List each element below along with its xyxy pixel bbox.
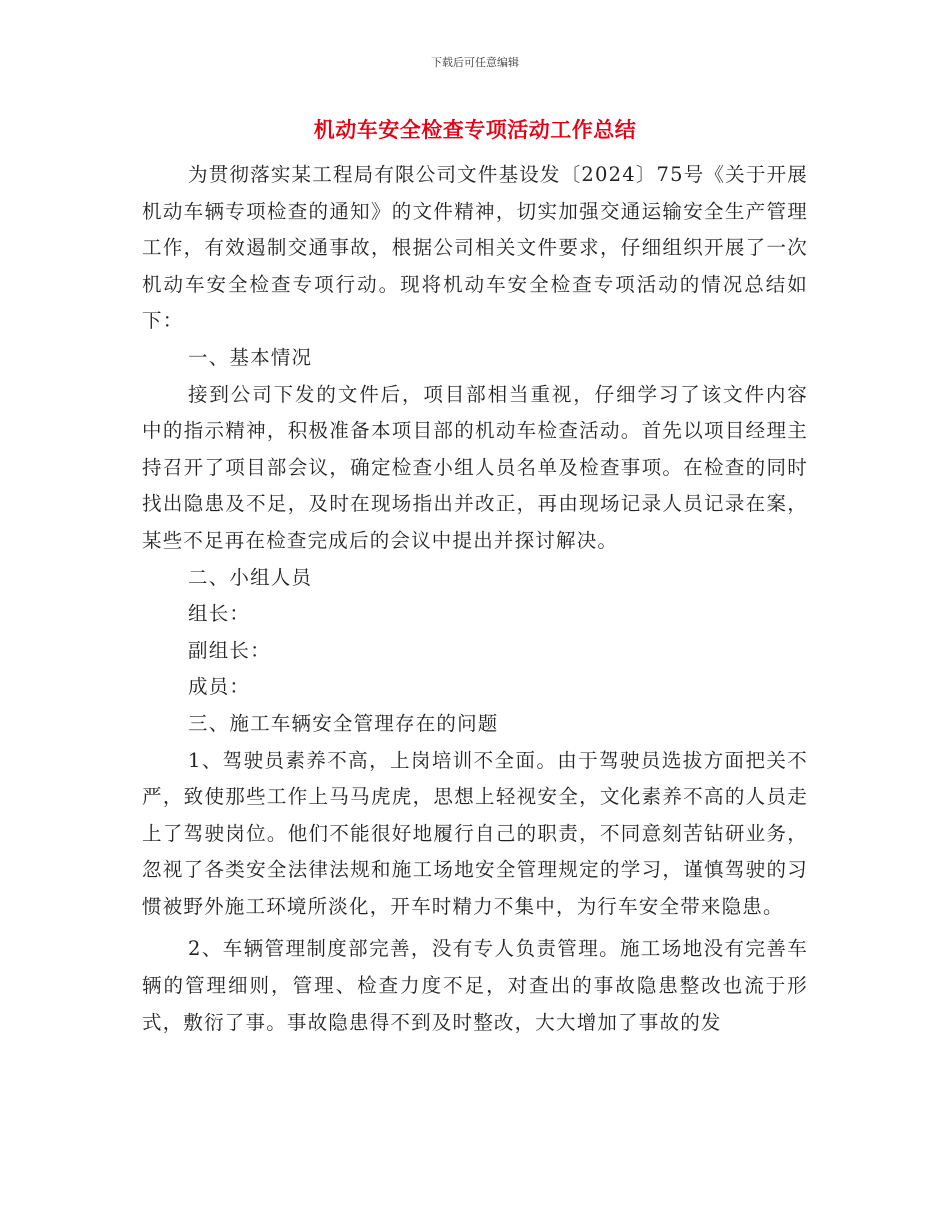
intro-paragraph: 为贯彻落实某工程局有限公司文件基设发〔2024〕75号《关于开展机动车辆专项检查的通知》的文件精神，切实加强交通运输安全生产管理工作，有效遏制交通事故，根据公司相关文件要求，仔细组织开展了一次机动车安全检查专项行动。现将机动车安全检查专项活动的情况总结如下：: [142, 163, 808, 333]
section-heading-problems: 三、施工车辆安全管理存在的问题: [188, 711, 499, 735]
basic-situation-paragraph: 接到公司下发的文件后，项目部相当重视，仔细学习了该文件内容中的指示精神，积极准备本项目部的机动车检查活动。首先以项目经理主持召开了项目部会议，确定检查小组人员名单及检查事项。在检查的同时找出隐患及不足，及时在现场指出并改正，再由现场记录人员记录在案，某些不足再在检查完成后的会议中提出并探讨解决。: [142, 382, 808, 552]
section-heading-basic-situation: 一、基本情况: [188, 345, 313, 369]
problem-item-2: 2、车辆管理制度部完善，没有专人负责管理。施工场地没有完善车辆的管理细则，管理、检查力度不足，对查出的事故隐患整改也流于形式，敷衍了事。事故隐患得不到及时整改，大大增加了事故的发: [142, 937, 808, 1034]
team-leader-line: 组长：: [188, 602, 251, 626]
page-header-note: 下载后可任意编辑: [431, 56, 519, 69]
document-body: [142, 157, 808, 1041]
section-heading-team-members: 二、小组人员: [188, 565, 313, 589]
problem-item-1: 1、驾驶员素养不高，上岗培训不全面。由于驾驶员选拔方面把关不严，致使那些工作上马马虎虎，思想上轻视安全，文化素养不高的人员走上了驾驶岗位。他们不能很好地履行自己的职责，不同意刻苦钻研业务，忽视了各类安全法律法规和施工场地安全管理规定的学习，谨慎驾驶的习惯被野外施工环境所淡化，开车时精力不集中，为行车安全带来隐患。: [142, 748, 808, 918]
members-line: 成员：: [188, 675, 251, 699]
document-title: 机动车安全检查专项活动工作总结: [313, 118, 637, 142]
deputy-leader-line: 副组长：: [188, 638, 271, 662]
